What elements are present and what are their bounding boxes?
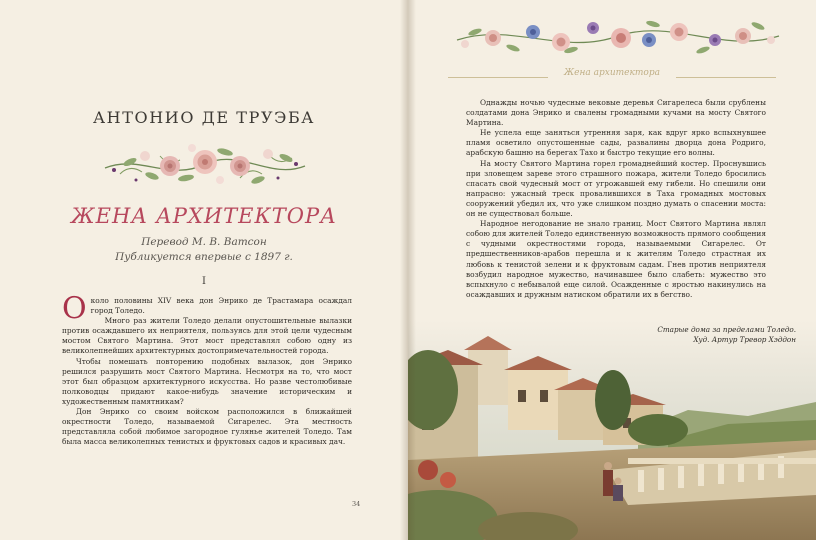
caption-artist: Худ. Артур Тревор Хэддон [693, 335, 796, 344]
book-gutter [400, 0, 416, 540]
story-title: ЖЕНА АРХИТЕКТОРА [71, 204, 337, 228]
paragraph: Около половины XIV века дон Энрико де Трастамара осаждал город Толедо. [62, 291, 352, 326]
publication-note: Публикуется впервые с 1897 г. [115, 251, 293, 263]
chapter-number: I [202, 276, 206, 287]
right-body-text [466, 98, 766, 300]
caption-title: Старые дома за пределами Толедо. [657, 325, 796, 334]
flower-garland-icon [453, 10, 783, 62]
author-name: АНТОНИО ДЕ ТРУЭБА [92, 108, 316, 127]
paragraph: Однажды ночью чудесные вековые деревья Сигарелеса были срублены солдатами дона Энрико и свалены громадными кучами на мосту Святого Мартина. [466, 98, 766, 128]
left-body-text [62, 291, 352, 447]
paragraph: Много раз жители Толедо делали опустошительные вылазки против осаждавшего их неприятеля, пользуясь для этой цели чудесным мостом Святого Мартина. Этот мост представлял собою одну из великолепнейших архитектурных достопримечательностей города. [62, 316, 352, 356]
right-page [408, 0, 816, 540]
painting-caption [657, 325, 796, 345]
paragraph: Народное негодование не знало границ. Мост Святого Мартина являл собою для жителей Толедо единственную возможность прямого сообщения с чудными окрестностями города, называемыми Сигарелес. От предшественников-арабов перешла и к жителям Толедо страстная их любовь к тенистой зелени и к фруктовым садам. Гнев против неприятеля возбудил народное мужество, начинавшее было слабеть: мужество это вспыхнуло с небывалой еще силой. Осажденные с яростью накинулись на осаждавших и дружным натиском обратили их в бегство. [466, 219, 766, 299]
running-head: Жена архитектора [564, 68, 660, 78]
toledo-painting-icon [408, 320, 816, 540]
page-number: 34 [352, 500, 361, 508]
paragraph: Дон Энрико со своим войском расположился в ближайшей окрестности Толедо, называемой Сигарелес. Эта местность представляла собой любимое загородное гулянье жителей Толедо. Там была масса великолепных тенистых и фруктовых садов и красивых дач. [62, 407, 352, 447]
drop-cap: О [62, 291, 87, 326]
rose-ornament-icon [100, 134, 310, 196]
paragraph: На мосту Святого Мартина горел громаднейший костер. Проснувшись при зловещем зареве этого страшного пожара, жители Толедо бросились спасать свой чудесный мост от угрожавшей ему гибели. Но спешили они напрасно: ужасный треск провалившихся в Таха громадных мостовых сооружений убедил их, что уже слишком поздно думать о спасении моста: он не существовал больше. [466, 158, 766, 219]
translator-line: Перевод М. В. Ватсон [141, 236, 267, 248]
paragraph: Чтобы помешать повторению подобных вылазок, дон Энрико решился разрушить мост Святого Мартина. Несмотря на то, что мост этот был образцом архитектурного искусства. Но разве честолюбивые полководцы придают какое-нибудь значение историческим и художественным памятникам? [62, 356, 352, 406]
paragraph: Не успела еще заняться утренняя заря, как вдруг ярко вспыхнувшее пламя осветило опустошенные сады, развалины дворца дона Родриго, арабскую башню на берегах Тахо и быстро текущие его волны. [466, 128, 766, 158]
